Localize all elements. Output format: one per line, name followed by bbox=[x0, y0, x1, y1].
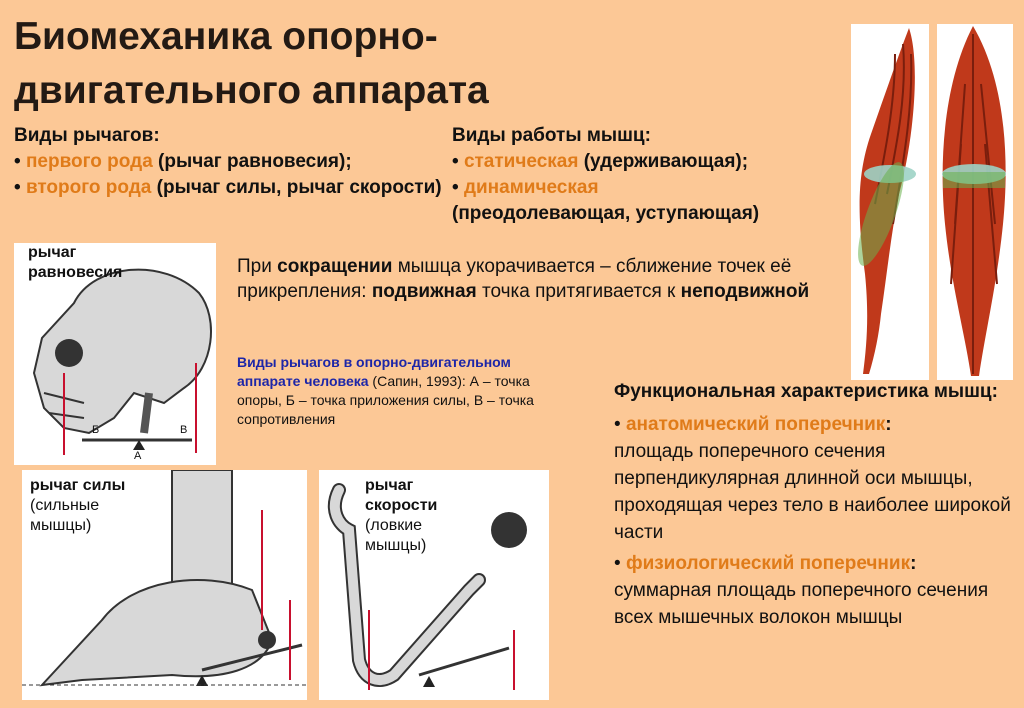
physiological-cross-section: • физиологический поперечник: суммарная площадь поперечного сечения всех мышечных волокон мышцы bbox=[614, 553, 989, 628]
anatomical-cross-section: • анатомический поперечник: площадь поперечного сечения перпендикулярная длинной оси мышцы, проходящая через тело в наиболее широкой части bbox=[614, 414, 1011, 543]
point-a-label: А bbox=[134, 450, 142, 462]
pennate-muscle-image bbox=[937, 24, 1013, 380]
balance-lever-label: рычаг равновесия bbox=[28, 244, 123, 281]
work-dynamic-detail: (преодолевающая, уступающая) bbox=[452, 203, 760, 224]
lever-first-kind: • первого рода (рычаг равновесия); bbox=[14, 151, 352, 172]
force-lever-label: рычаг силы (сильные мышцы) bbox=[30, 477, 126, 534]
work-static: • статическая (удерживающая); bbox=[452, 151, 749, 172]
speed-lever-label: рычаг скорости (ловкие мышцы) bbox=[365, 477, 438, 554]
muscle-illustration-left bbox=[851, 24, 929, 380]
page-title: Биомеханика опорно-двигательного аппарата bbox=[14, 15, 489, 112]
contraction-text: При сокращении мышца укорачивается – сближение точек её прикрепления: подвижная точка притягивается к неподвижной bbox=[237, 256, 810, 302]
lever-second-kind: • второго рода (рычаг силы, рычаг скорости) bbox=[14, 177, 442, 198]
functional-characteristics bbox=[614, 378, 1014, 631]
lever-types-heading: Виды рычагов: bbox=[14, 125, 160, 146]
point-b-label: Б bbox=[92, 424, 100, 436]
speed-lever-figure bbox=[319, 470, 549, 700]
functional-heading: Функциональная характеристика мышц: bbox=[614, 381, 998, 402]
muscle-illustration-right bbox=[937, 24, 1013, 380]
figure-caption: Виды рычагов в опорно-двигательном аппарате человека (Сапин, 1993): А – точка опоры, Б – точка приложения силы, В – точка сопротивления bbox=[237, 354, 534, 427]
work-dynamic: • динамическая bbox=[452, 177, 599, 198]
balance-lever-figure bbox=[14, 243, 216, 465]
fusiform-muscle-image bbox=[851, 24, 929, 380]
lever-types bbox=[14, 123, 454, 201]
point-v-label: В bbox=[180, 424, 188, 436]
work-types-heading: Виды работы мышц: bbox=[452, 125, 651, 146]
force-lever-figure bbox=[22, 470, 307, 700]
muscle-work-types bbox=[452, 123, 847, 227]
